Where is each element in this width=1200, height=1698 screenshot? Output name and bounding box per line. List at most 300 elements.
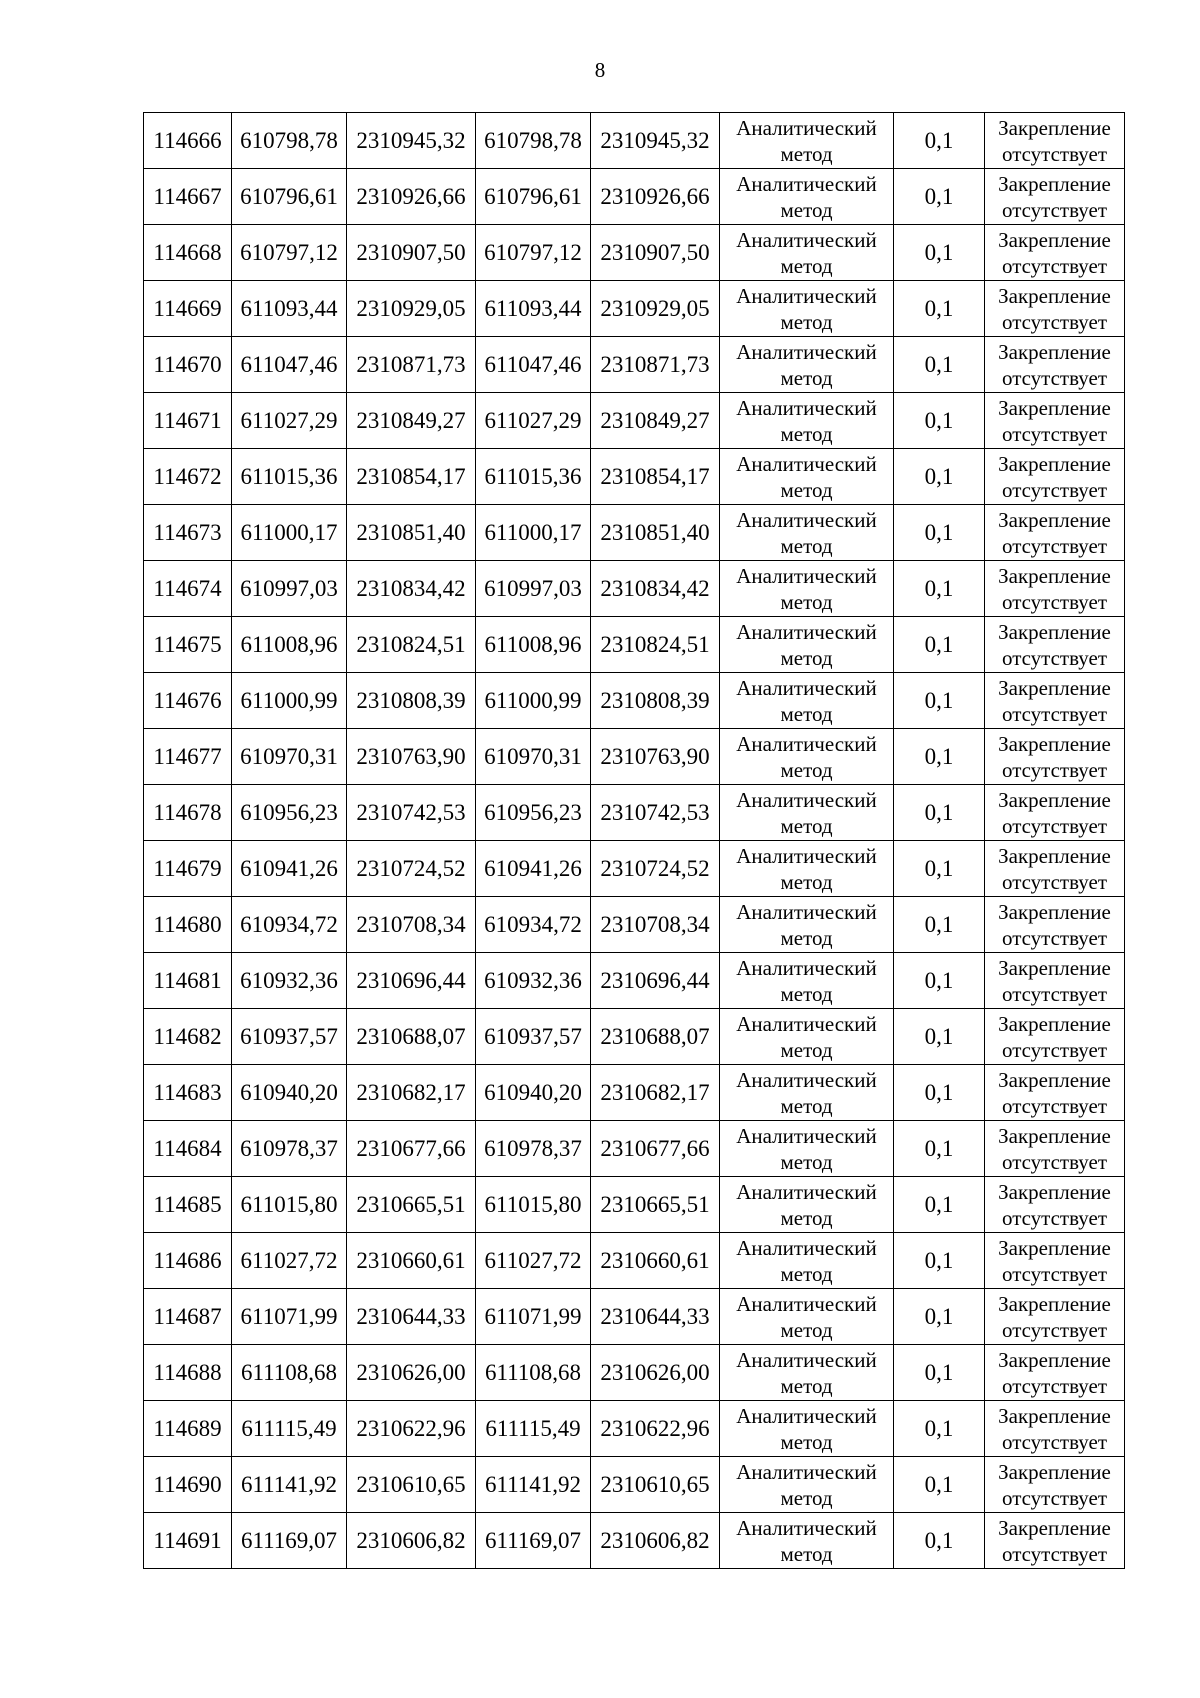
table-row [144, 617, 1125, 673]
accuracy-cell: 0,1 [894, 225, 985, 281]
y-new-cell: 2310871,73 [591, 337, 720, 393]
fixation-cell [985, 337, 1125, 393]
y-existing-cell: 2310907,50 [347, 225, 476, 281]
x-existing-cell: 611027,72 [232, 1233, 347, 1289]
y-new-cell: 2310834,42 [591, 561, 720, 617]
method-line-1: Аналитический [736, 1067, 877, 1092]
method-line-1: Аналитический [736, 507, 877, 532]
x-existing-cell: 611047,46 [232, 337, 347, 393]
fixation-line-1: Закрепление [998, 1179, 1111, 1204]
fixation-cell [985, 1513, 1125, 1569]
method-cell [720, 841, 894, 897]
x-existing-cell: 610797,12 [232, 225, 347, 281]
method-line-2: метод [780, 1485, 833, 1510]
x-new-cell: 610798,78 [476, 113, 591, 169]
table-row [144, 1289, 1125, 1345]
y-existing-cell: 2310610,65 [347, 1457, 476, 1513]
x-existing-cell: 611115,49 [232, 1401, 347, 1457]
method-line-1: Аналитический [736, 1235, 877, 1260]
method-line-1: Аналитический [736, 1291, 877, 1316]
method-cell [720, 1009, 894, 1065]
x-existing-cell: 610978,37 [232, 1121, 347, 1177]
method-line-1: Аналитический [736, 171, 877, 196]
point-number-cell: 114687 [144, 1289, 232, 1345]
accuracy-cell: 0,1 [894, 1121, 985, 1177]
method-line-2: метод [780, 1093, 833, 1118]
method-line-2: метод [780, 925, 833, 950]
table-row [144, 1345, 1125, 1401]
method-line-1: Аналитический [736, 395, 877, 420]
x-new-cell: 610796,61 [476, 169, 591, 225]
method-cell [720, 1401, 894, 1457]
y-existing-cell: 2310851,40 [347, 505, 476, 561]
x-new-cell: 611008,96 [476, 617, 591, 673]
accuracy-cell: 0,1 [894, 1513, 985, 1569]
fixation-line-2: отсутствует [1001, 1541, 1108, 1566]
accuracy-cell: 0,1 [894, 897, 985, 953]
fixation-line-2: отсутствует [1001, 1205, 1108, 1230]
x-existing-cell: 610997,03 [232, 561, 347, 617]
method-cell [720, 281, 894, 337]
method-line-2: метод [780, 421, 833, 446]
method-cell [720, 1065, 894, 1121]
method-line-2: метод [780, 197, 833, 222]
table-row [144, 169, 1125, 225]
method-cell [720, 673, 894, 729]
fixation-line-2: отсутствует [1001, 1037, 1108, 1062]
fixation-line-1: Закрепление [998, 1067, 1111, 1092]
table-row [144, 1401, 1125, 1457]
table-row [144, 561, 1125, 617]
x-new-cell: 611000,99 [476, 673, 591, 729]
y-existing-cell: 2310871,73 [347, 337, 476, 393]
method-cell [720, 1457, 894, 1513]
accuracy-cell: 0,1 [894, 449, 985, 505]
y-existing-cell: 2310688,07 [347, 1009, 476, 1065]
fixation-line-1: Закрепление [998, 283, 1111, 308]
y-existing-cell: 2310606,82 [347, 1513, 476, 1569]
fixation-line-1: Закрепление [998, 227, 1111, 252]
table-row [144, 449, 1125, 505]
fixation-line-1: Закрепление [998, 843, 1111, 868]
method-line-1: Аналитический [736, 1515, 877, 1540]
y-existing-cell: 2310854,17 [347, 449, 476, 505]
fixation-line-1: Закрепление [998, 955, 1111, 980]
accuracy-cell: 0,1 [894, 1457, 985, 1513]
method-line-1: Аналитический [736, 1403, 877, 1428]
fixation-line-2: отсутствует [1001, 533, 1108, 558]
x-existing-cell: 610934,72 [232, 897, 347, 953]
y-new-cell: 2310808,39 [591, 673, 720, 729]
point-number-cell: 114689 [144, 1401, 232, 1457]
x-new-cell: 610934,72 [476, 897, 591, 953]
method-line-1: Аналитический [736, 787, 877, 812]
method-line-2: метод [780, 365, 833, 390]
method-line-1: Аналитический [736, 899, 877, 924]
y-new-cell: 2310824,51 [591, 617, 720, 673]
method-line-1: Аналитический [736, 675, 877, 700]
x-new-cell: 611015,36 [476, 449, 591, 505]
fixation-cell [985, 1065, 1125, 1121]
y-new-cell: 2310945,32 [591, 113, 720, 169]
accuracy-cell: 0,1 [894, 561, 985, 617]
table-row [144, 1121, 1125, 1177]
y-new-cell: 2310854,17 [591, 449, 720, 505]
fixation-line-1: Закрепление [998, 451, 1111, 476]
y-new-cell: 2310851,40 [591, 505, 720, 561]
y-new-cell: 2310665,51 [591, 1177, 720, 1233]
method-line-1: Аналитический [736, 1347, 877, 1372]
fixation-line-1: Закрепление [998, 1459, 1111, 1484]
x-new-cell: 611108,68 [476, 1345, 591, 1401]
accuracy-cell: 0,1 [894, 281, 985, 337]
method-cell [720, 113, 894, 169]
method-cell [720, 1345, 894, 1401]
fixation-line-2: отсутствует [1001, 1373, 1108, 1398]
fixation-cell [985, 841, 1125, 897]
point-number-cell: 114668 [144, 225, 232, 281]
x-existing-cell: 610956,23 [232, 785, 347, 841]
method-line-1: Аналитический [736, 1459, 877, 1484]
fixation-line-2: отсутствует [1001, 757, 1108, 782]
fixation-line-2: отсутствует [1001, 197, 1108, 222]
point-number-cell: 114677 [144, 729, 232, 785]
x-new-cell: 611141,92 [476, 1457, 591, 1513]
table-row [144, 337, 1125, 393]
method-cell [720, 337, 894, 393]
x-existing-cell: 611000,99 [232, 673, 347, 729]
method-cell [720, 1177, 894, 1233]
x-new-cell: 611115,49 [476, 1401, 591, 1457]
point-number-cell: 114678 [144, 785, 232, 841]
point-number-cell: 114675 [144, 617, 232, 673]
y-existing-cell: 2310724,52 [347, 841, 476, 897]
y-existing-cell: 2310808,39 [347, 673, 476, 729]
method-cell [720, 225, 894, 281]
y-existing-cell: 2310677,66 [347, 1121, 476, 1177]
method-line-1: Аналитический [736, 731, 877, 756]
method-line-1: Аналитический [736, 955, 877, 980]
fixation-line-2: отсутствует [1001, 141, 1108, 166]
method-line-1: Аналитический [736, 339, 877, 364]
method-line-2: метод [780, 253, 833, 278]
table-row [144, 673, 1125, 729]
method-cell [720, 505, 894, 561]
table-row [144, 785, 1125, 841]
table-row [144, 1513, 1125, 1569]
x-existing-cell: 611015,80 [232, 1177, 347, 1233]
method-cell [720, 1513, 894, 1569]
accuracy-cell: 0,1 [894, 169, 985, 225]
table-row [144, 953, 1125, 1009]
y-new-cell: 2310696,44 [591, 953, 720, 1009]
x-new-cell: 610940,20 [476, 1065, 591, 1121]
fixation-line-1: Закрепление [998, 1347, 1111, 1372]
point-number-cell: 114673 [144, 505, 232, 561]
y-new-cell: 2310929,05 [591, 281, 720, 337]
method-line-1: Аналитический [736, 1179, 877, 1204]
table-row [144, 1065, 1125, 1121]
x-existing-cell: 610941,26 [232, 841, 347, 897]
method-cell [720, 729, 894, 785]
method-cell [720, 449, 894, 505]
x-new-cell: 610956,23 [476, 785, 591, 841]
y-existing-cell: 2310696,44 [347, 953, 476, 1009]
method-cell [720, 393, 894, 449]
table-row [144, 393, 1125, 449]
y-new-cell: 2310849,27 [591, 393, 720, 449]
table-row [144, 897, 1125, 953]
x-existing-cell: 611015,36 [232, 449, 347, 505]
point-number-cell: 114671 [144, 393, 232, 449]
method-cell [720, 785, 894, 841]
x-existing-cell: 611169,07 [232, 1513, 347, 1569]
method-line-1: Аналитический [736, 1123, 877, 1148]
x-new-cell: 611169,07 [476, 1513, 591, 1569]
fixation-cell [985, 729, 1125, 785]
fixation-line-1: Закрепление [998, 1235, 1111, 1260]
fixation-line-1: Закрепление [998, 899, 1111, 924]
table-row [144, 1457, 1125, 1513]
fixation-cell [985, 1401, 1125, 1457]
method-line-2: метод [780, 1541, 833, 1566]
method-cell [720, 1233, 894, 1289]
x-new-cell: 611015,80 [476, 1177, 591, 1233]
y-existing-cell: 2310945,32 [347, 113, 476, 169]
y-new-cell: 2310644,33 [591, 1289, 720, 1345]
fixation-line-2: отсутствует [1001, 365, 1108, 390]
point-number-cell: 114684 [144, 1121, 232, 1177]
y-existing-cell: 2310626,00 [347, 1345, 476, 1401]
y-new-cell: 2310677,66 [591, 1121, 720, 1177]
method-line-1: Аналитический [736, 283, 877, 308]
fixation-line-1: Закрепление [998, 1123, 1111, 1148]
fixation-line-2: отсутствует [1001, 701, 1108, 726]
x-existing-cell: 611000,17 [232, 505, 347, 561]
point-number-cell: 114669 [144, 281, 232, 337]
fixation-cell [985, 449, 1125, 505]
method-line-1: Аналитический [736, 843, 877, 868]
y-new-cell: 2310622,96 [591, 1401, 720, 1457]
y-existing-cell: 2310929,05 [347, 281, 476, 337]
fixation-line-1: Закрепление [998, 395, 1111, 420]
fixation-line-1: Закрепление [998, 507, 1111, 532]
fixation-cell [985, 505, 1125, 561]
method-line-2: метод [780, 981, 833, 1006]
fixation-cell [985, 1121, 1125, 1177]
accuracy-cell: 0,1 [894, 393, 985, 449]
point-number-cell: 114670 [144, 337, 232, 393]
y-existing-cell: 2310763,90 [347, 729, 476, 785]
point-number-cell: 114688 [144, 1345, 232, 1401]
method-cell [720, 1121, 894, 1177]
y-existing-cell: 2310824,51 [347, 617, 476, 673]
accuracy-cell: 0,1 [894, 617, 985, 673]
fixation-cell [985, 561, 1125, 617]
table-row [144, 1233, 1125, 1289]
table-row [144, 729, 1125, 785]
fixation-line-2: отсутствует [1001, 1093, 1108, 1118]
page-number: 8 [594, 58, 606, 82]
x-new-cell: 611071,99 [476, 1289, 591, 1345]
y-existing-cell: 2310622,96 [347, 1401, 476, 1457]
x-new-cell: 610797,12 [476, 225, 591, 281]
y-existing-cell: 2310926,66 [347, 169, 476, 225]
accuracy-cell: 0,1 [894, 1289, 985, 1345]
accuracy-cell: 0,1 [894, 505, 985, 561]
x-new-cell: 611000,17 [476, 505, 591, 561]
method-line-2: метод [780, 813, 833, 838]
fixation-line-2: отсутствует [1001, 1429, 1108, 1454]
fixation-line-1: Закрепление [998, 171, 1111, 196]
point-number-cell: 114672 [144, 449, 232, 505]
method-line-2: метод [780, 757, 833, 782]
point-number-cell: 114674 [144, 561, 232, 617]
method-line-2: метод [780, 645, 833, 670]
y-new-cell: 2310606,82 [591, 1513, 720, 1569]
point-number-cell: 114686 [144, 1233, 232, 1289]
fixation-line-2: отсутствует [1001, 1317, 1108, 1342]
table-row [144, 113, 1125, 169]
fixation-line-1: Закрепление [998, 1403, 1111, 1428]
method-line-2: метод [780, 533, 833, 558]
x-existing-cell: 611027,29 [232, 393, 347, 449]
method-line-2: метод [780, 1261, 833, 1286]
point-number-cell: 114682 [144, 1009, 232, 1065]
x-new-cell: 610941,26 [476, 841, 591, 897]
method-line-2: метод [780, 477, 833, 502]
fixation-line-2: отсутствует [1001, 981, 1108, 1006]
fixation-cell [985, 225, 1125, 281]
accuracy-cell: 0,1 [894, 1401, 985, 1457]
table-row [144, 281, 1125, 337]
fixation-line-1: Закрепление [998, 787, 1111, 812]
method-cell [720, 561, 894, 617]
fixation-line-2: отсутствует [1001, 869, 1108, 894]
y-existing-cell: 2310742,53 [347, 785, 476, 841]
fixation-line-2: отсутствует [1001, 253, 1108, 278]
x-existing-cell: 610932,36 [232, 953, 347, 1009]
y-new-cell: 2310742,53 [591, 785, 720, 841]
x-existing-cell: 611008,96 [232, 617, 347, 673]
fixation-line-1: Закрепление [998, 731, 1111, 756]
method-cell [720, 1289, 894, 1345]
accuracy-cell: 0,1 [894, 841, 985, 897]
x-new-cell: 611047,46 [476, 337, 591, 393]
fixation-cell [985, 673, 1125, 729]
y-existing-cell: 2310834,42 [347, 561, 476, 617]
fixation-line-2: отсутствует [1001, 421, 1108, 446]
fixation-line-1: Закрепление [998, 339, 1111, 364]
table-row [144, 1009, 1125, 1065]
table-row [144, 505, 1125, 561]
fixation-line-2: отсутствует [1001, 589, 1108, 614]
method-line-2: метод [780, 1037, 833, 1062]
x-existing-cell: 610940,20 [232, 1065, 347, 1121]
y-new-cell: 2310610,65 [591, 1457, 720, 1513]
x-existing-cell: 610798,78 [232, 113, 347, 169]
method-line-1: Аналитический [736, 451, 877, 476]
y-existing-cell: 2310660,61 [347, 1233, 476, 1289]
y-new-cell: 2310682,17 [591, 1065, 720, 1121]
fixation-line-2: отсутствует [1001, 477, 1108, 502]
method-cell [720, 617, 894, 673]
x-new-cell: 611027,29 [476, 393, 591, 449]
method-line-2: метод [780, 1373, 833, 1398]
fixation-cell [985, 1289, 1125, 1345]
method-line-2: метод [780, 309, 833, 334]
method-line-2: метод [780, 1317, 833, 1342]
method-line-2: метод [780, 589, 833, 614]
accuracy-cell: 0,1 [894, 1233, 985, 1289]
y-new-cell: 2310763,90 [591, 729, 720, 785]
fixation-cell [985, 785, 1125, 841]
method-cell [720, 897, 894, 953]
point-number-cell: 114680 [144, 897, 232, 953]
table-row [144, 841, 1125, 897]
x-existing-cell: 610970,31 [232, 729, 347, 785]
accuracy-cell: 0,1 [894, 785, 985, 841]
accuracy-cell: 0,1 [894, 1009, 985, 1065]
y-existing-cell: 2310682,17 [347, 1065, 476, 1121]
fixation-cell [985, 169, 1125, 225]
method-line-2: метод [780, 1149, 833, 1174]
fixation-line-2: отсутствует [1001, 1261, 1108, 1286]
fixation-line-2: отсутствует [1001, 925, 1108, 950]
fixation-cell [985, 1009, 1125, 1065]
coordinates-table [143, 112, 1125, 1569]
y-existing-cell: 2310665,51 [347, 1177, 476, 1233]
accuracy-cell: 0,1 [894, 1177, 985, 1233]
x-existing-cell: 611108,68 [232, 1345, 347, 1401]
method-line-2: метод [780, 141, 833, 166]
y-new-cell: 2310724,52 [591, 841, 720, 897]
point-number-cell: 114667 [144, 169, 232, 225]
x-new-cell: 610932,36 [476, 953, 591, 1009]
method-line-1: Аналитический [736, 563, 877, 588]
table-row [144, 1177, 1125, 1233]
method-line-1: Аналитический [736, 1011, 877, 1036]
y-new-cell: 2310688,07 [591, 1009, 720, 1065]
y-new-cell: 2310660,61 [591, 1233, 720, 1289]
fixation-line-1: Закрепление [998, 563, 1111, 588]
fixation-line-2: отсутствует [1001, 309, 1108, 334]
y-existing-cell: 2310644,33 [347, 1289, 476, 1345]
fixation-cell [985, 393, 1125, 449]
x-new-cell: 610970,31 [476, 729, 591, 785]
point-number-cell: 114690 [144, 1457, 232, 1513]
method-line-2: метод [780, 701, 833, 726]
y-new-cell: 2310926,66 [591, 169, 720, 225]
fixation-cell [985, 1457, 1125, 1513]
y-existing-cell: 2310849,27 [347, 393, 476, 449]
fixation-cell [985, 1345, 1125, 1401]
accuracy-cell: 0,1 [894, 1345, 985, 1401]
x-existing-cell: 611071,99 [232, 1289, 347, 1345]
y-new-cell: 2310708,34 [591, 897, 720, 953]
point-number-cell: 114681 [144, 953, 232, 1009]
accuracy-cell: 0,1 [894, 673, 985, 729]
fixation-cell [985, 113, 1125, 169]
method-line-2: метод [780, 1429, 833, 1454]
x-new-cell: 611093,44 [476, 281, 591, 337]
fixation-line-2: отсутствует [1001, 645, 1108, 670]
fixation-line-2: отсутствует [1001, 1149, 1108, 1174]
method-line-1: Аналитический [736, 115, 877, 140]
method-line-1: Аналитический [736, 227, 877, 252]
table-row [144, 225, 1125, 281]
method-line-1: Аналитический [736, 619, 877, 644]
